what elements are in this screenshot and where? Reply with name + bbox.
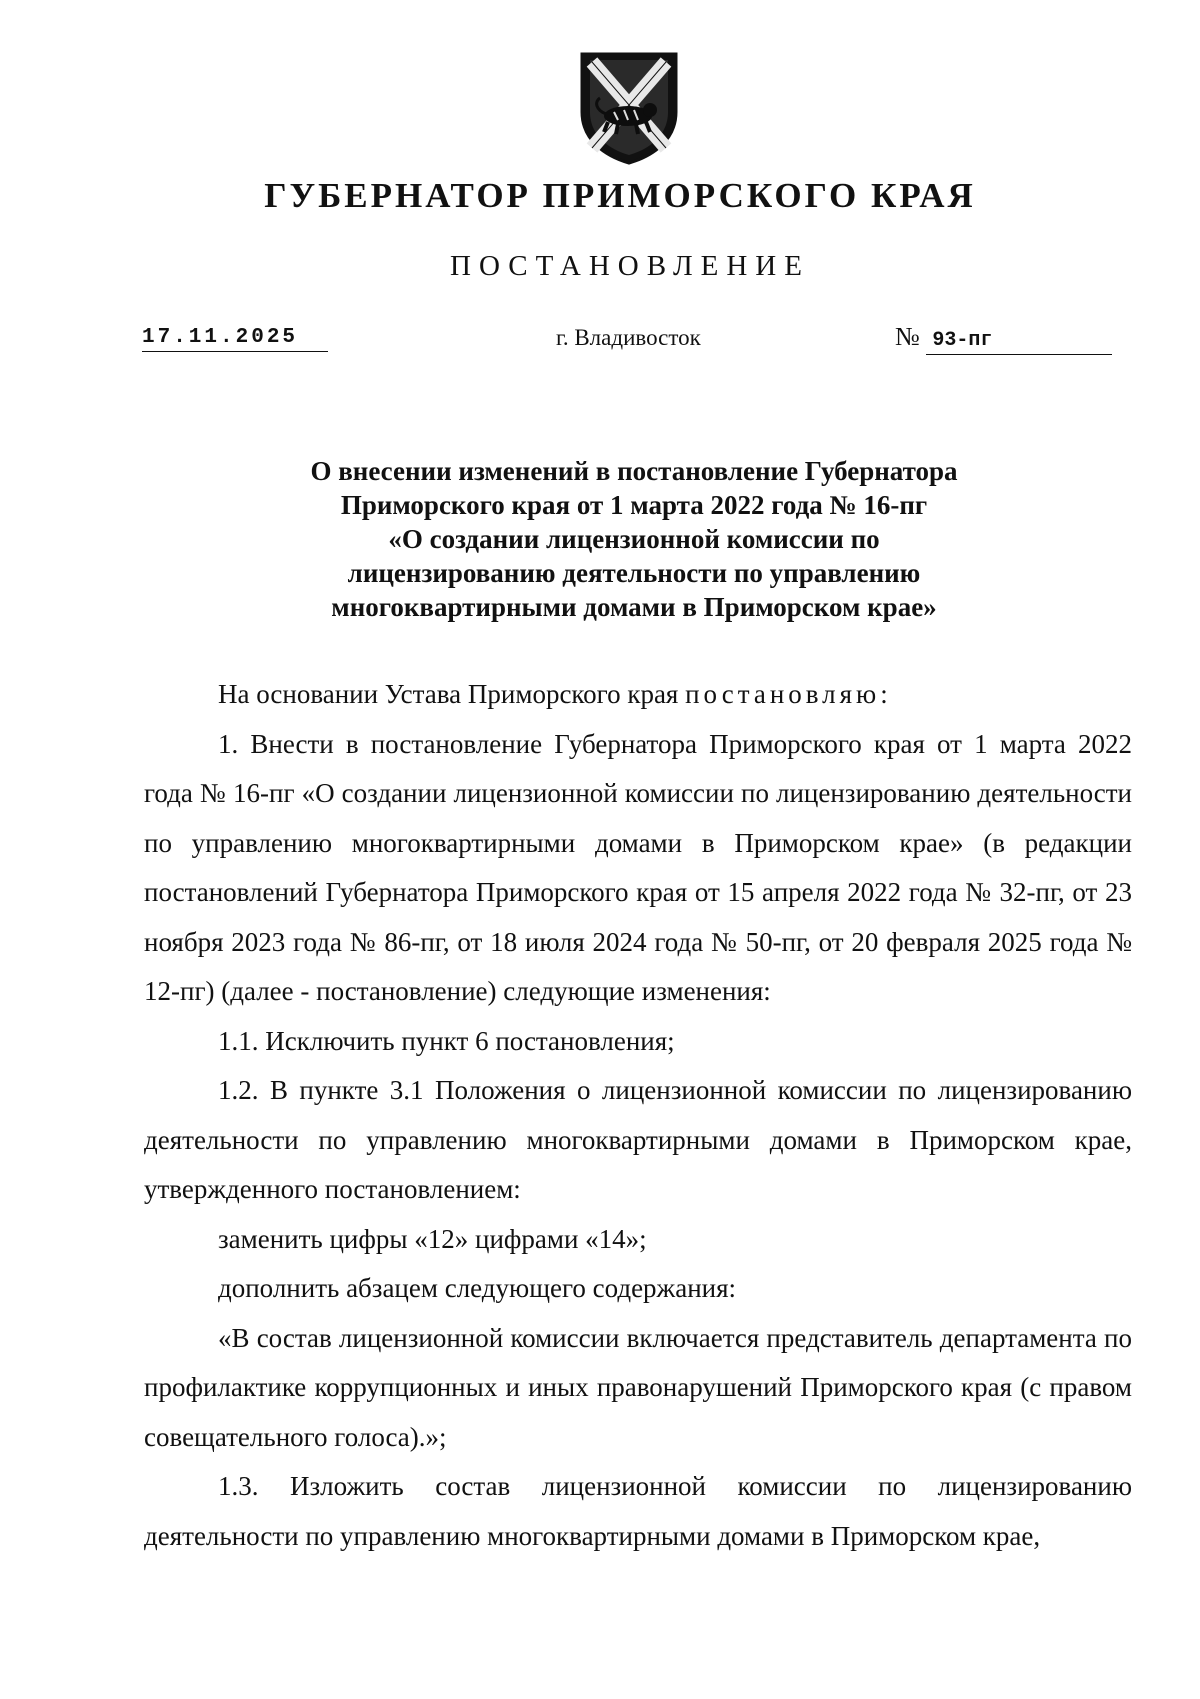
document-city: г. Владивосток <box>556 325 701 350</box>
intro-paragraph <box>144 670 1132 720</box>
paragraph-1-2-a: заменить цифры «12» цифрами «14»; <box>218 1223 647 1254</box>
paragraph-1-3: 1.3. Изложить состав лицензионной комиссии по лицензированию деятельности по управлению многоквартирными домами в Приморском крае, <box>144 1471 1132 1551</box>
number-label: № <box>895 322 920 351</box>
resolve-word: постановляю: <box>685 679 892 709</box>
paragraph-1-2-b: дополнить абзацем следующего содержания: <box>218 1273 737 1303</box>
paragraph-1: 1. Внести в постановление Губернатора Приморского края от 1 марта 2022 года № 16-пг «О создании лицензионной комиссии по лицензированию деятельности по управлению многоквартирными домами в Приморском крае» (в редакции постановлений Губернатора Приморского края от 15 апреля 2022 года № 32-пг, от 23 ноября 2023 года № 86-пг, от 18 июля 2024 года № 50-пг, от 20 февраля 2025 года № 12-пг) (далее - постановление) следующие изменения: <box>144 728 1132 1006</box>
paragraph-1-2-c: «В состав лицензионной комиссии включается представитель департамента по профилактике коррупционных и иных правонарушений Приморского края (с правом совещательного голоса).»; <box>144 1322 1132 1452</box>
title-line: лицензированию деятельности по управлению <box>347 558 921 588</box>
intro-text: На основании Устава Приморского края <box>218 679 686 709</box>
paragraph-1-2: 1.2. В пункте 3.1 Положения о лицензионной комиссии по лицензированию деятельности по управлению многоквартирными домами в Приморском крае, утвержденного постановлением: <box>144 1075 1132 1204</box>
number-value: 93-пг <box>926 329 1112 355</box>
title-line: «О создании лицензионной комиссии по <box>388 524 880 554</box>
title-line: многоквартирными домами в Приморском крае» <box>331 592 937 622</box>
document-title <box>200 454 1068 624</box>
title-line: О внесении изменений в постановление Губернатора <box>310 456 958 486</box>
coat-of-arms-icon <box>578 50 680 166</box>
document-type: ПОСТАНОВЛЕНИЕ <box>450 250 810 282</box>
paragraph-1-1: 1.1. Исключить пункт 6 постановления; <box>218 1025 675 1056</box>
title-line: Приморского края от 1 марта 2022 года № 16-пг <box>340 490 928 520</box>
document-date: 17.11.2025 <box>142 326 328 352</box>
document-body <box>144 670 1132 1561</box>
issuing-authority: ГУБЕРНАТОР ПРИМОРСКОГО КРАЯ <box>264 176 976 215</box>
document-number <box>895 322 1112 355</box>
